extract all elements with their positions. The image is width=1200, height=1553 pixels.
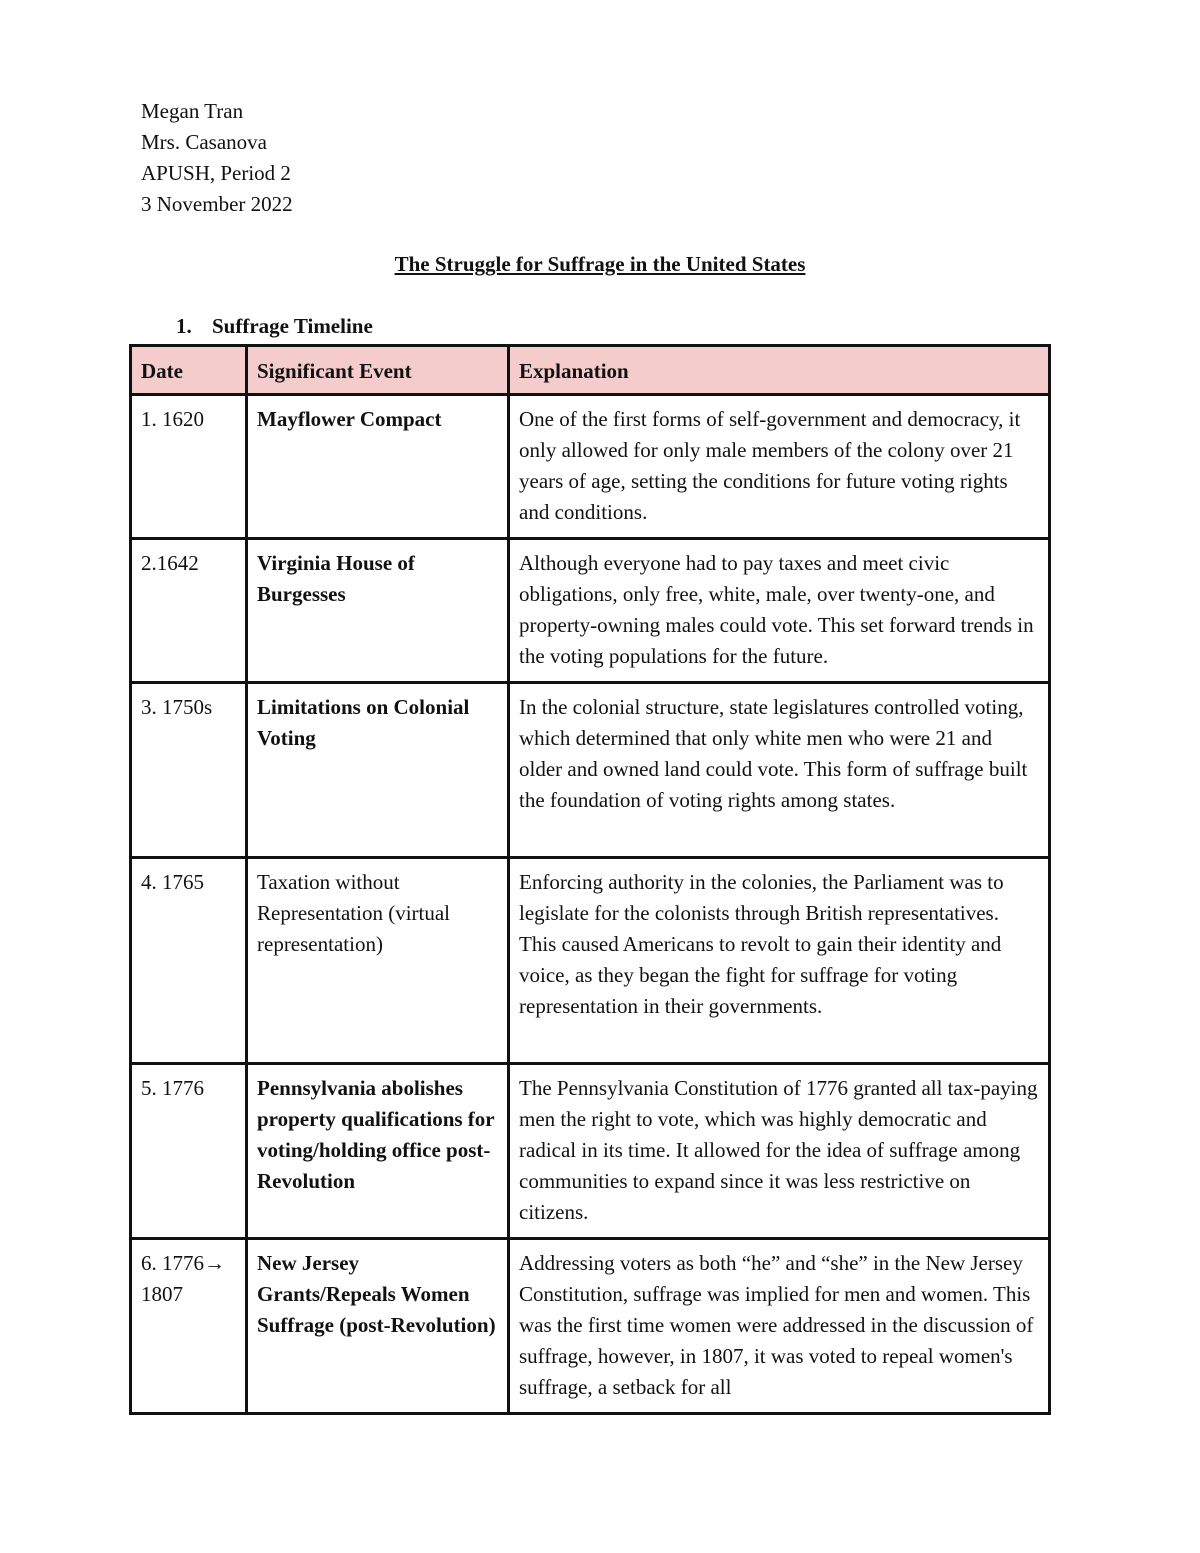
- date-cell: 1. 1620: [131, 395, 247, 539]
- class-period: APUSH, Period 2: [141, 161, 291, 185]
- table-row: [131, 395, 1050, 539]
- document-title: The Struggle for Suffrage in the United States: [394, 252, 806, 276]
- explanation-cell: Enforcing authority in the colonies, the Parliament was to legislate for the colonists through British representatives. This caused Americans to revolt to gain their identity and voice, as they began the fight for suffrage for voting representation in their governments.: [509, 858, 1050, 1064]
- suffrage-timeline-table: [129, 344, 1051, 1415]
- event-cell: Pennsylvania abolishes property qualifications for voting/holding office post-Revolution: [247, 1064, 509, 1239]
- event-cell: New Jersey Grants/Repeals Women Suffrage (post-Revolution): [247, 1239, 509, 1414]
- teacher-name: Mrs. Casanova: [141, 130, 267, 154]
- table-header-row: [131, 346, 1050, 395]
- column-header-explanation: Explanation: [509, 346, 1050, 395]
- table-row: [131, 683, 1050, 858]
- section-number: 1.: [176, 314, 192, 338]
- event-cell: Virginia House of Burgesses: [247, 539, 509, 683]
- explanation-cell: In the colonial structure, state legislatures controlled voting, which determined that only white men who were 21 and older and owned land could vote. This form of suffrage built the foundation of voting rights among states.: [509, 683, 1050, 858]
- column-header-event: Significant Event: [247, 346, 509, 395]
- student-name: Megan Tran: [141, 99, 244, 123]
- event-cell: Limitations on Colonial Voting: [247, 683, 509, 858]
- table-row: [131, 1064, 1050, 1239]
- explanation-cell: Although everyone had to pay taxes and meet civic obligations, only free, white, male, over twenty-one, and property-owning males could vote. This set forward trends in the voting populations for the future.: [509, 539, 1050, 683]
- document-date: 3 November 2022: [141, 192, 293, 216]
- column-header-date: Date: [131, 346, 247, 395]
- event-cell: Mayflower Compact: [247, 395, 509, 539]
- section-heading: [176, 314, 373, 339]
- date-cell: 2.1642: [131, 539, 247, 683]
- event-cell: Taxation without Representation (virtual representation): [247, 858, 509, 1064]
- table-row: [131, 858, 1050, 1064]
- date-cell: 6. 1776→ 1807: [131, 1239, 247, 1414]
- table-row: [131, 1239, 1050, 1414]
- date-cell: 3. 1750s: [131, 683, 247, 858]
- explanation-cell: One of the first forms of self-government and democracy, it only allowed for only male members of the colony over 21 years of age, setting the conditions for future voting rights and conditions.: [509, 395, 1050, 539]
- date-cell: 4. 1765: [131, 858, 247, 1064]
- section-heading-text: Suffrage Timeline: [212, 314, 373, 338]
- student-header: [141, 96, 293, 220]
- date-cell: 5. 1776: [131, 1064, 247, 1239]
- explanation-cell: Addressing voters as both “he” and “she” in the New Jersey Constitution, suffrage was implied for men and women. This was the first time women were addressed in the discussion of suffrage, however, in 1807, it was voted to repeal women's suffrage, a setback for all: [509, 1239, 1050, 1414]
- table-row: [131, 539, 1050, 683]
- explanation-cell: The Pennsylvania Constitution of 1776 granted all tax-paying men the right to vote, which was highly democratic and radical in its time. It allowed for the idea of suffrage among communities to expand since it was less restrictive on citizens.: [509, 1064, 1050, 1239]
